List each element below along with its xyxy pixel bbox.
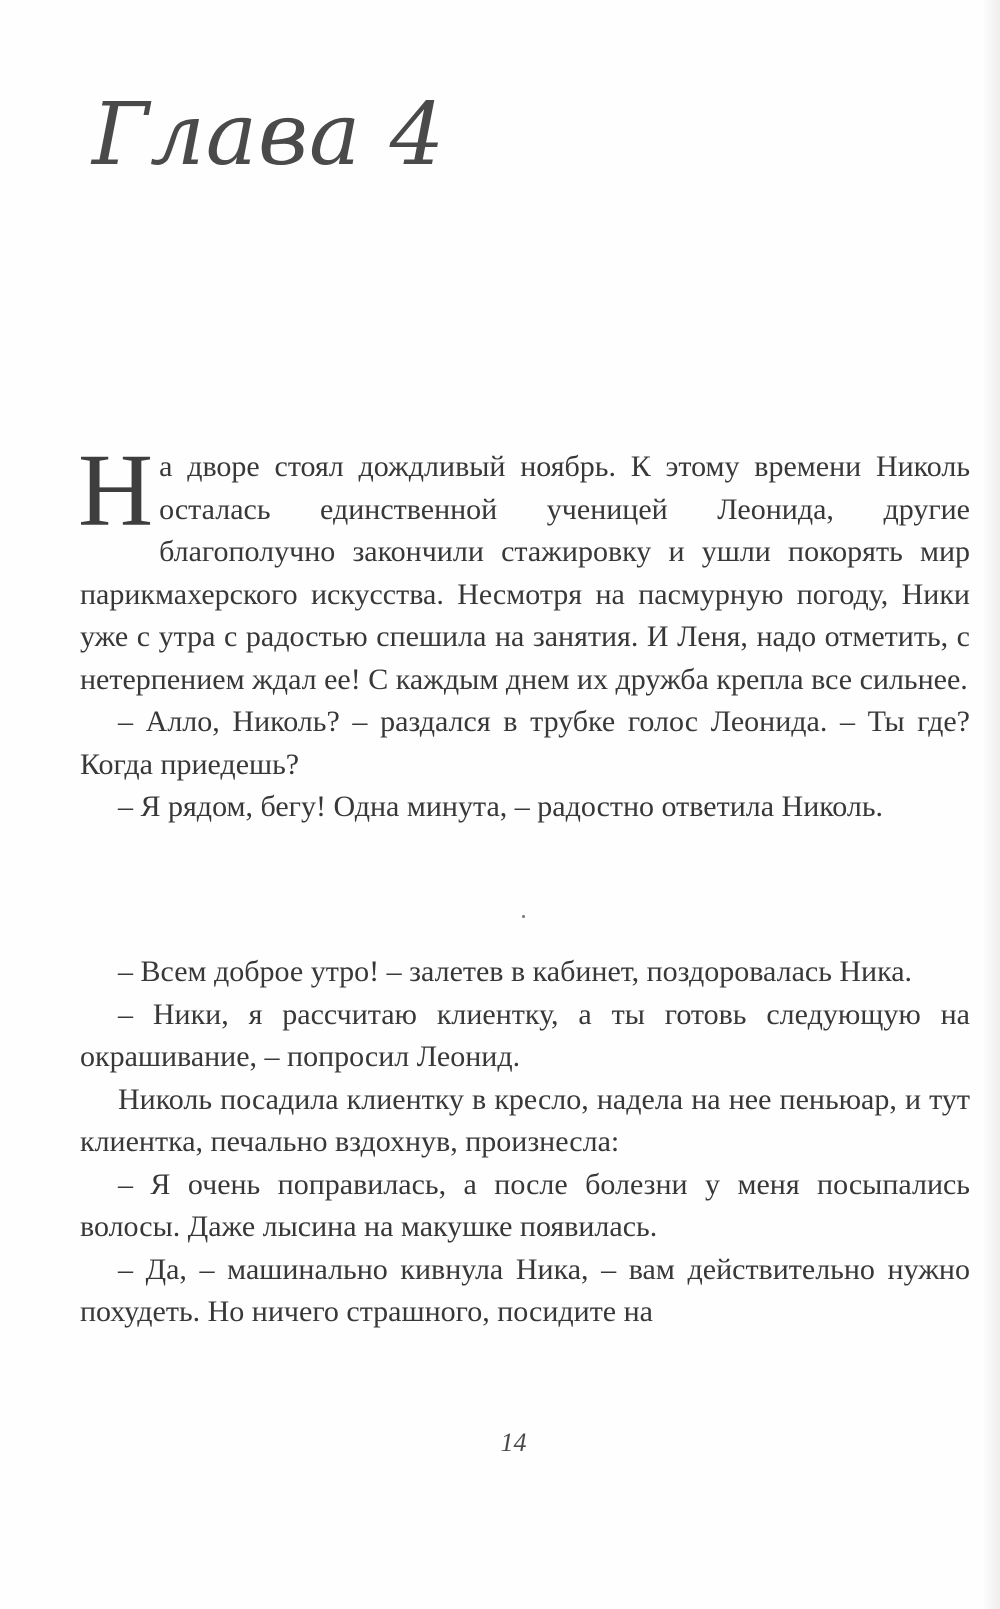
chapter-title: Глава 4 — [92, 85, 446, 185]
paragraph-greeting: – Всем доброе утро! – залетев в кабинет, поздоровалась Ника. — [118, 955, 913, 988]
page-edge-shadow — [982, 0, 1000, 1609]
paragraph-phone-call: – Алло, Николь? – раздался в трубке голос Леонида. – Ты где? Когда приедешь? — [80, 705, 970, 781]
opening-paragraph-text: а дворе стоял дождливый ноябрь. К этому времени Николь осталась единственной ученицей Леонида, другие благополучно закончили стажировку и ушли покорять мир парикмахерского искусства. Несмотря на пасмурную погоду, Ники уже с утра с радостью спешила на занятия. И Леня, надо отметить, с нетерпением ждал ее! С каждым днем их дружба крепла все сильнее. — [80, 450, 970, 696]
page-number: 14 — [500, 1428, 527, 1457]
paragraph-leonid-request: – Ники, я рассчитаю клиентку, а ты готовь следующую на окрашивание, – попросил Леонид. — [80, 997, 970, 1073]
paragraph-client-complaint: – Я очень поправилась, а после болезни у меня посыпались волосы. Даже лысина на макушке появилась. — [80, 1167, 970, 1243]
paragraph-nicole-reply: – Я рядом, бегу! Одна минута, – радостно ответила Николь. — [118, 790, 884, 823]
drop-cap-letter: Н — [78, 433, 154, 548]
paragraph-client-seated: Николь посадила клиентку в кресло, надела на нее пеньюар, и тут клиентка, печально вздохнув, произнесла: — [80, 1082, 970, 1158]
opening-paragraph — [78, 433, 970, 701]
print-speck — [522, 915, 525, 918]
text-block-opening — [78, 433, 970, 829]
paragraph-nika-response: – Да, – машинально кивнула Ника, – вам действительно нужно похудеть. Но ничего страшного, посидите на — [80, 1252, 970, 1328]
text-block-scene-two — [80, 951, 970, 1334]
